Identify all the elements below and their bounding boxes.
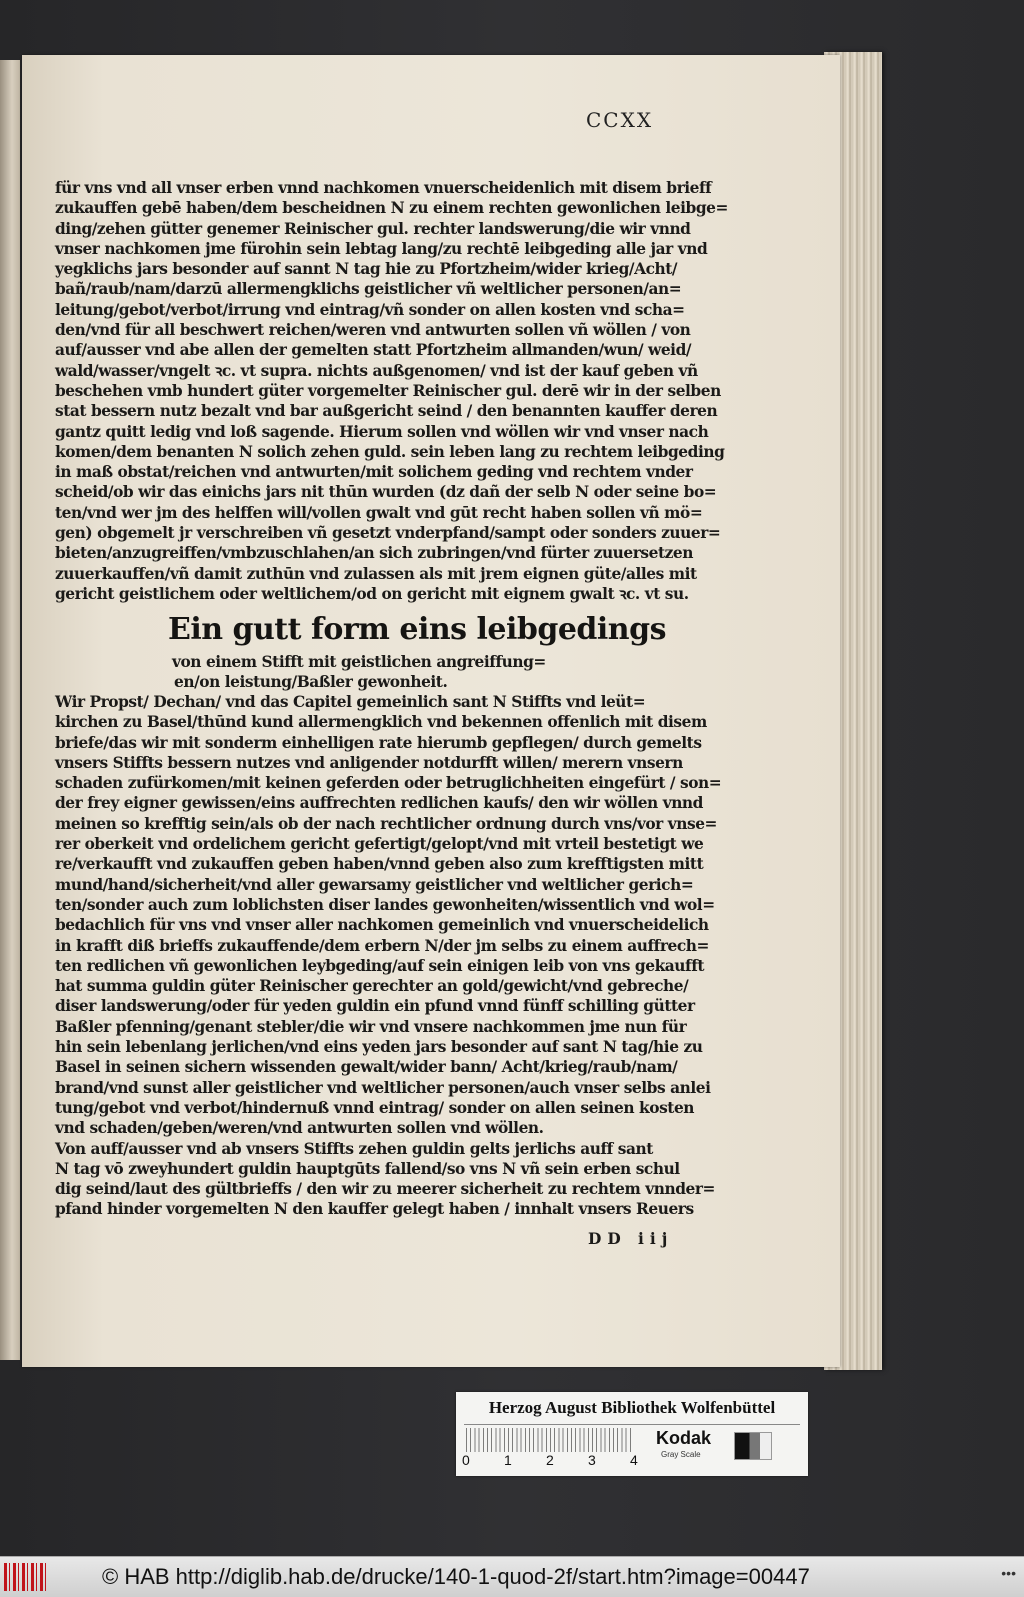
text-line: gericht geistlichem oder weltlichem/od on gericht mit eignem gwalt ꝛc. vt su. [55,584,689,603]
text-line: ten/sonder auch zum loblichsten diser landes gewonheiten/wissentlich vnd wol= [55,895,715,914]
text-line: Baßler pfenning/genant stebler/die wir vnd vnsere nachkommen jme nun für [55,1017,687,1036]
text-line: bedachlich für vns vnd vnser aller nachkomen gemeinlich vnd vnuerscheidelich [55,916,709,935]
text-line: komen/dem benanten N solich zehen guld. sein leben lang zu rechtem leibgeding [55,442,725,461]
text-line: vnsers Stiffts bessern nutzes vnd anligender notdurfft willen/ merern vnsern [55,753,683,772]
text-line: in maß obstat/reichen vnd antwurten/mit solichem geding vnd rechtem vnder [55,463,693,482]
hab-barcode-icon [4,1563,46,1591]
subheading-line: von einem Stifft mit geistlichen angreiffung= [172,653,546,671]
subheading-line: en/on leistung/Baßler gewonheit. [174,673,448,692]
text-line: gantz quitt ledig vnd loß sagende. Hierum sollen vnd wöllen wir vnd vnser nach [55,422,709,441]
status-url[interactable]: © HAB http://diglib.hab.de/drucke/140-1-quod-2f/start.htm?image=00447 [102,1564,810,1589]
card-title: Herzog August Bibliothek Wolfenbüttel [488,1398,776,1417]
text-line: in krafft diß brieffs zukauffende/dem erbern N/der jm selbs zu einem auffrech= [55,936,709,955]
text-line: zukauffen gebē haben/dem bescheidnen N zu einem rechten gewonlichen leibge= [55,199,728,218]
folio-number: CCXX [586,108,654,132]
kodak-subtitle: Gray Scale [661,1450,701,1459]
text-block-upper [55,178,728,604]
calibration-card [456,1392,808,1476]
text-line: Basel in seinen sichern wissenden gewalt/wider bann/ Acht/krieg/raub/nam/ [55,1058,678,1077]
status-bar [0,1556,1024,1597]
scale-ruler [466,1428,634,1452]
signature-mark: DD iij [588,1230,674,1248]
text-line: hat summa guldin güter Reinischer gerechter an gold/gewicht/vnd gebreche/ [55,977,689,996]
text-line: auf/ausser vnd abe allen der gemelten statt Pfortzheim allmanden/wun/ weid/ [55,341,692,360]
text-line: Wir Propst/ Dechan/ vnd das Capitel gemeinlich sant N Stiffts vnd leüt= [55,693,646,711]
facing-page-edge [0,60,20,1360]
text-line: briefe/das wir mit sonderm einhelligen rate hierumb gepflegen/ durch gemelts [55,733,702,752]
ruler-number: 4 [630,1452,638,1468]
text-line: zuuerkauffen/vñ damit zuthūn vnd zulassen als mit jrem eignen güte/alles mit [55,564,697,583]
text-line: diser landswerung/oder für yeden guldin ein pfund vnnd fünff schilling gütter [55,997,695,1016]
ruler-number: 0 [462,1452,470,1468]
text-line: meinen so krefftig sein/als ob der nach rechtlicher ordnung durch vns/vor vnse= [55,814,717,833]
ruler-number: 3 [588,1452,596,1468]
text-line: rer oberkeit vnd ordelichem gericht gefertigt/gelopt/vnd mit vrteil bestetigt we [55,835,704,854]
text-line: dig seind/laut des gültbrieffs / den wir zu meerer sicherheit zu rechtem vnnder= [55,1180,715,1199]
more-options-icon[interactable]: ••• [1001,1565,1016,1581]
text-line: gen) obgemelt jr verschreiben vñ gesetzt vnderpfand/sampt oder sonders zuuer= [55,524,721,543]
ruler-numbers [462,1452,642,1470]
card-divider [464,1424,800,1425]
section-heading: Ein gutt form eins leibgedings [168,612,666,647]
text-line: stat bessern nutz bezalt vnd bar außgericht seind / den benannten kauffer deren [55,402,718,421]
text-line: hin sein lebenlang jerlichen/vnd eins yeden jars besonder auf sant N tag/hie zu [55,1038,703,1057]
ruler-number: 1 [504,1452,512,1468]
text-line: yegklichs jars besonder auf sannt N tag hie zu Pfortzheim/wider krieg/Acht/ [55,260,678,279]
text-line: re/verkaufft vnd zukauffen geben haben/vnnd geben also zum krefftigsten mitt [55,855,704,874]
text-block-lower [55,692,722,1220]
text-line: bieten/anzugreiffen/vmbzuschlahen/an sich zubringen/vnd fürter zuuersetzen [55,544,694,563]
text-line: den/vnd für all beschwert reichen/weren vnd antwurten sollen vñ wöllen / von [55,321,691,340]
gray-scale-patch [734,1432,772,1460]
text-line: Von auff/ausser vnd ab vnsers Stiffts zehen guldin gelts jerlichs auff sant [55,1139,653,1158]
text-line: der frey eigner gewissen/eins auffrechten redlichen kaufs/ den wir wöllen vnnd [55,794,703,813]
text-line: ding/zehen gütter genemer Reinischer gul. rechter landswerung/die wir vnnd [55,219,691,238]
text-line: pfand hinder vorgemelten N den kauffer gelegt haben / innhalt vnsers Reuers [55,1200,694,1219]
text-line: beschehen vmb hundert güter vorgemelter Reinischer gul. derē wir in der selben [55,381,721,400]
kodak-logo: Kodak [656,1428,712,1448]
text-line: scheid/ob wir das einichs jars nit thūn wurden (dz dañ der selb N oder seine bo= [55,483,717,502]
text-line: tung/gebot vnd verbot/hindernuß vnnd eintrag/ sonder on allen seinen kosten [55,1098,695,1117]
text-line: mund/hand/sicherheit/vnd aller gewarsamy geistlicher vnd weltlicher gerich= [55,875,694,894]
text-line: brand/vnd sunst aller geistlicher vnd weltlicher personen/auch vnser selbs anlei [55,1078,711,1097]
section-subheading [172,652,702,693]
text-line: vnd schaden/geben/weren/vnd antwurten sollen vnd wöllen. [55,1119,544,1138]
text-line: für vns vnd all vnser erben vnnd nachkomen vnuerscheidenlich mit disem brieff [55,179,712,197]
text-line: ten redlichen vñ gewonlichen leybgeding/auf sein einigen leib von vns gekaufft [55,956,705,975]
text-line: schaden zufürkomen/mit keinen geferden oder betruglichheiten eingefürt / son= [55,774,722,793]
text-line: leitung/gebot/verbot/irrung vnd eintrag/vñ sonder on allen kosten vnd scha= [55,300,685,319]
text-line: bañ/raub/nam/darzū allermengklichs geistlicher vñ weltlicher personen/an= [55,280,682,299]
ruler-number: 2 [546,1452,554,1468]
text-line: ten/vnd wer jm des helffen will/vollen gwalt vnd gūt recht haben sollen vñ mö= [55,503,703,522]
text-line: kirchen zu Basel/thūnd kund allermengklich vnd bekennen offenlich mit disem [55,713,707,732]
text-line: N tag vō zweyhundert guldin hauptgūts fallend/so vns N vñ sein erben schul [55,1159,680,1178]
text-line: vnser nachkomen jme fürohin sein lebtag lang/zu rechtē leibgeding alle jar vnd [55,239,708,258]
text-line: wald/wasser/vngelt ꝛc. vt supra. nichts außgenomen/ vnd ist der kauf geben vñ [55,361,698,380]
